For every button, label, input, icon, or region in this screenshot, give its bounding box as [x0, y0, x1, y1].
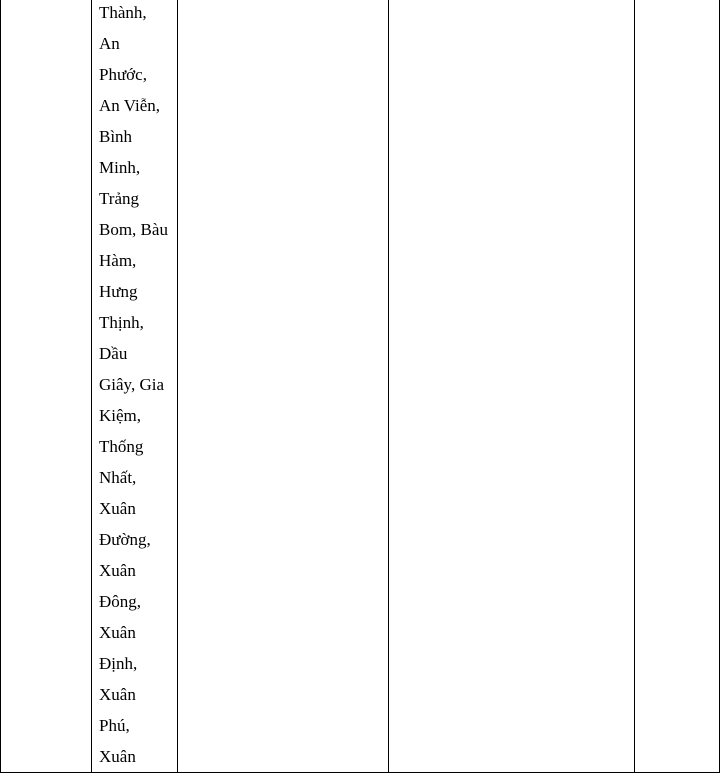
cell-line: Thống [99, 437, 144, 456]
cell-line: Xuân [99, 499, 136, 518]
column-divider-1 [91, 0, 92, 772]
cell-line: Kiệm, [99, 406, 142, 425]
cell-line: Trảng [99, 189, 139, 208]
locality-cell [99, 0, 179, 772]
cell-line: Định, [99, 654, 138, 673]
cell-line: Xuân [99, 623, 136, 642]
cell-line: Giây, Gia [99, 375, 164, 394]
cell-line: Bom, Bàu [99, 220, 168, 239]
cell-line: Xuân [99, 561, 136, 580]
column-divider-3 [388, 0, 389, 772]
cell-line: Dầu [99, 344, 128, 363]
cell-line: An Viễn, [99, 96, 160, 115]
cell-line: Phước, [99, 65, 147, 84]
cell-line: Minh, [99, 158, 141, 177]
cell-line: An [99, 34, 120, 53]
cell-line: Nhất, [99, 468, 137, 487]
cell-line: Bình [99, 127, 133, 146]
cell-line: Xuân [99, 685, 136, 704]
cell-line: Thành, [99, 3, 147, 22]
column-divider-4 [634, 0, 635, 772]
cell-line: Xuân [99, 747, 136, 766]
cell-line: Đường, [99, 530, 151, 549]
cell-line: Hàm, [99, 251, 137, 270]
cell-line: Thịnh, [99, 313, 144, 332]
cell-line: Đông, [99, 592, 142, 611]
cell-line: Phú, [99, 716, 130, 735]
cell-line: Hưng [99, 282, 138, 301]
